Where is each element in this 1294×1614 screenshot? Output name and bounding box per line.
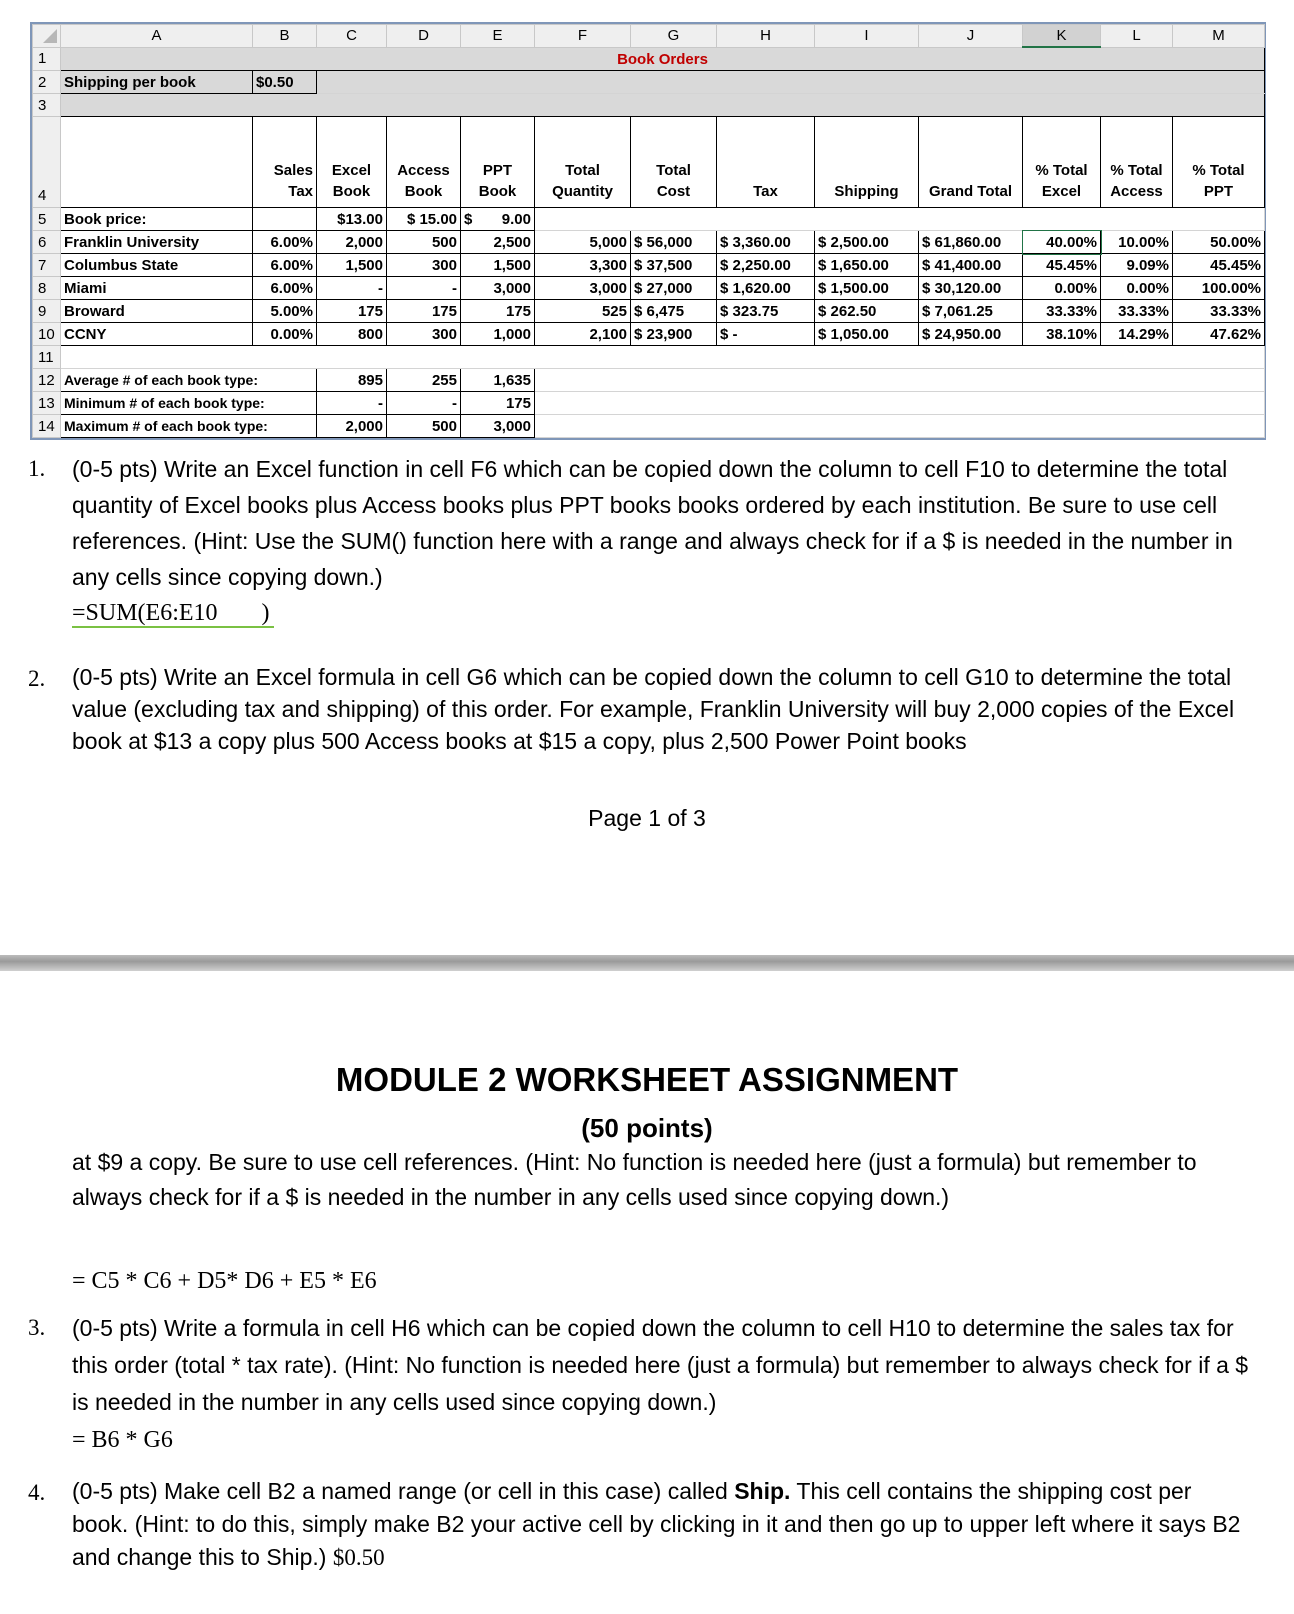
pct-excel[interactable]: 40.00%: [1023, 231, 1101, 254]
row-5-book-price: [33, 208, 1265, 231]
header-total-quantity[interactable]: Total Quantity: [535, 117, 631, 208]
shipping-label-cell[interactable]: Shipping per book: [61, 71, 253, 94]
col-header-k[interactable]: K: [1023, 25, 1101, 48]
row-header[interactable]: 4: [33, 117, 61, 208]
row-header[interactable]: 1: [33, 47, 61, 71]
stat-excel[interactable]: -: [317, 392, 387, 415]
access-count[interactable]: 300: [387, 323, 461, 346]
question-number: 2.: [28, 666, 46, 691]
col-header-c[interactable]: C: [317, 25, 387, 48]
total-quantity[interactable]: 525: [535, 300, 631, 323]
tax-amount[interactable]: $ 1,620.00: [717, 277, 815, 300]
question-text: (0-5 pts) Write an Excel formula in cell G6 which can be copied down the column to cell G10 to determine the total value (excluding tax and shipping) of this order. For example, Franklin University will buy 2,000 copies of the Excel book at $13 a copy plus 500 Access books at $15 a copy, plus 2,500 Power Point books: [72, 664, 1235, 754]
header-ppt-book[interactable]: PPT Book: [461, 117, 535, 208]
pct-ppt[interactable]: 47.62%: [1173, 323, 1265, 346]
question-text: (0-5 pts) Write a formula in cell H6 which can be copied down the column to cell H10 to determine the sales tax for this order (total * tax rate). (Hint: No function is needed here (just a formula) but remember to always check for if a $ is needed in the number in any cells used since copying down.): [72, 1315, 1249, 1415]
header-excel-book[interactable]: Excel Book: [317, 117, 387, 208]
total-cost[interactable]: $ 23,900: [631, 323, 717, 346]
cell-a4[interactable]: [61, 117, 253, 208]
header-pct-ppt[interactable]: % Total PPT: [1173, 117, 1265, 208]
price-access[interactable]: $ 15.00: [387, 208, 461, 231]
header-shipping[interactable]: Shipping: [815, 117, 919, 208]
data-row: [33, 323, 1265, 346]
question-text: (0-5 pts) Make cell B2 a named range (or cell in this case) called Ship. This cell contains the shipping cost per book. (Hint: to do this, simply make B2 your active cell by clicking in it and then go up to upper left where it says B2 and change this to Ship.) $0.50: [72, 1478, 1241, 1570]
shipping-amount[interactable]: $ 1,650.00: [815, 254, 919, 277]
col-header-j[interactable]: J: [919, 25, 1023, 48]
data-row: [33, 254, 1265, 277]
column-header-row: [33, 25, 1265, 48]
row-3: [33, 94, 1265, 117]
pct-excel[interactable]: 45.45%: [1023, 254, 1101, 277]
book-price-label[interactable]: Book price:: [61, 208, 253, 231]
row-header[interactable]: 2: [33, 71, 61, 94]
grand-total[interactable]: $ 7,061.25: [919, 300, 1023, 323]
row-header[interactable]: 6: [33, 231, 61, 254]
header-grand-total[interactable]: Grand Total: [919, 117, 1023, 208]
pct-access[interactable]: 33.33%: [1101, 300, 1173, 323]
answer-close-paren: ): [222, 600, 274, 628]
data-row: [33, 277, 1265, 300]
question-2-answer: = C5 * C6 + D5* D6 + E5 * E6: [72, 1268, 377, 1294]
module-points: (50 points): [581, 1113, 713, 1143]
grand-total[interactable]: $ 24,950.00: [919, 323, 1023, 346]
stat-access[interactable]: 255: [387, 369, 461, 392]
price-excel[interactable]: $13.00: [317, 208, 387, 231]
total-quantity[interactable]: 2,100: [535, 323, 631, 346]
tax-amount[interactable]: $ 323.75: [717, 300, 815, 323]
row-header[interactable]: 10: [33, 323, 61, 346]
tax-amount[interactable]: $ 2,250.00: [717, 254, 815, 277]
sales-tax[interactable]: 6.00%: [253, 254, 317, 277]
total-quantity[interactable]: 3,300: [535, 254, 631, 277]
question-3-answer: = B6 * G6: [72, 1427, 173, 1453]
total-quantity[interactable]: 5,000: [535, 231, 631, 254]
institution-name[interactable]: CCNY: [61, 323, 253, 346]
empty-cells[interactable]: [535, 208, 1265, 231]
select-all-corner[interactable]: [33, 25, 61, 48]
total-cost[interactable]: $ 6,475: [631, 300, 717, 323]
pct-ppt[interactable]: 45.45%: [1173, 254, 1265, 277]
question-number: 3.: [28, 1315, 46, 1340]
stat-excel[interactable]: 2,000: [317, 415, 387, 438]
excel-count[interactable]: -: [317, 277, 387, 300]
tax-amount[interactable]: $ -: [717, 323, 815, 346]
question-4-answer: $0.50: [332, 1545, 385, 1570]
col-header-g[interactable]: G: [631, 25, 717, 48]
access-count[interactable]: 500: [387, 231, 461, 254]
col-header-l[interactable]: L: [1101, 25, 1173, 48]
total-cost[interactable]: $ 27,000: [631, 277, 717, 300]
col-header-i[interactable]: I: [815, 25, 919, 48]
row-header[interactable]: 11: [33, 346, 61, 369]
header-pct-excel[interactable]: % Total Excel: [1023, 117, 1101, 208]
sales-tax[interactable]: 5.00%: [253, 300, 317, 323]
pct-access[interactable]: 10.00%: [1101, 231, 1173, 254]
col-header-h[interactable]: H: [717, 25, 815, 48]
row-header[interactable]: 3: [33, 94, 61, 117]
total-quantity[interactable]: 3,000: [535, 277, 631, 300]
row-4-headers: [33, 117, 1265, 208]
shipping-amount[interactable]: $ 2,500.00: [815, 231, 919, 254]
stat-access[interactable]: -: [387, 392, 461, 415]
empty-row[interactable]: [61, 346, 1265, 369]
module-title: MODULE 2 WORKSHEET ASSIGNMENT: [335, 1061, 959, 1098]
question-text: (0-5 pts) Write an Excel function in cell F6 which can be copied down the column to cell F10 to determine the total quantity of Excel books plus Access books plus PPT books books ordered by each institution. Be sure to use cell references. (Hint: Use the SUM() function here with a range and always check for if a $ is needed in the number in any cells since copying down.): [72, 456, 1233, 590]
shipping-amount[interactable]: $ 1,050.00: [815, 323, 919, 346]
row-header[interactable]: 14: [33, 415, 61, 438]
grand-total[interactable]: $ 41,400.00: [919, 254, 1023, 277]
stat-ppt[interactable]: 175: [461, 392, 535, 415]
institution-name[interactable]: Broward: [61, 300, 253, 323]
stat-row: [33, 415, 1265, 438]
grand-total[interactable]: $ 61,860.00: [919, 231, 1023, 254]
access-count[interactable]: -: [387, 277, 461, 300]
excel-count[interactable]: 2,000: [317, 231, 387, 254]
data-row: [33, 300, 1265, 323]
row-header[interactable]: 5: [33, 208, 61, 231]
access-count[interactable]: 175: [387, 300, 461, 323]
excel-count[interactable]: 1,500: [317, 254, 387, 277]
price-ppt[interactable]: $ 9.00: [461, 208, 535, 231]
ship-name: Ship.: [734, 1478, 791, 1504]
data-row: [33, 231, 1265, 254]
pct-ppt[interactable]: 100.00%: [1173, 277, 1265, 300]
col-header-b[interactable]: B: [253, 25, 317, 48]
total-cost[interactable]: $ 56,000: [631, 231, 717, 254]
stat-ppt[interactable]: 3,000: [461, 415, 535, 438]
sheet-title[interactable]: Book Orders: [617, 50, 708, 68]
question-text: at $9 a copy. Be sure to use cell references. (Hint: No function is needed here (just a formula) but remember to always check for if a $ is needed in the number in any cells used since copying down.): [72, 1149, 1197, 1210]
stat-access[interactable]: 500: [387, 415, 461, 438]
row-header[interactable]: 9: [33, 300, 61, 323]
sales-tax[interactable]: 0.00%: [253, 323, 317, 346]
ppt-count[interactable]: 1,500: [461, 254, 535, 277]
empty-cells[interactable]: [535, 415, 1265, 438]
col-header-d[interactable]: D: [387, 25, 461, 48]
institution-name[interactable]: Columbus State: [61, 254, 253, 277]
empty-cells[interactable]: [535, 369, 1265, 392]
excel-count[interactable]: 175: [317, 300, 387, 323]
row-2: [33, 71, 1265, 94]
pct-access[interactable]: 14.29%: [1101, 323, 1173, 346]
stat-label[interactable]: Average # of each book type:: [61, 369, 317, 392]
shipping-amount[interactable]: $ 1,500.00: [815, 277, 919, 300]
stat-row: [33, 369, 1265, 392]
stat-excel[interactable]: 895: [317, 369, 387, 392]
pct-excel[interactable]: 0.00%: [1023, 277, 1101, 300]
pct-access[interactable]: 0.00%: [1101, 277, 1173, 300]
grand-total[interactable]: $ 30,120.00: [919, 277, 1023, 300]
question-number: 1.: [28, 456, 46, 481]
institution-name[interactable]: Miami: [61, 277, 253, 300]
stat-label[interactable]: Minimum # of each book type:: [61, 392, 317, 415]
institution-name[interactable]: Franklin University: [61, 231, 253, 254]
row-header[interactable]: 7: [33, 254, 61, 277]
col-header-f[interactable]: F: [535, 25, 631, 48]
answer-formula: =SUM(E6:E10: [72, 600, 222, 628]
ppt-count[interactable]: 1,000: [461, 323, 535, 346]
tax-amount[interactable]: $ 3,360.00: [717, 231, 815, 254]
ppt-count[interactable]: 175: [461, 300, 535, 323]
row-header[interactable]: 12: [33, 369, 61, 392]
pct-ppt[interactable]: 50.00%: [1173, 231, 1265, 254]
pct-excel[interactable]: 38.10%: [1023, 323, 1101, 346]
row-1: [33, 47, 1265, 71]
stat-ppt[interactable]: 1,635: [461, 369, 535, 392]
spreadsheet-grid: [32, 24, 1265, 438]
ppt-count[interactable]: 3,000: [461, 277, 535, 300]
sales-tax[interactable]: 6.00%: [253, 231, 317, 254]
access-count[interactable]: 300: [387, 254, 461, 277]
spreadsheet-image: [30, 22, 1266, 440]
row-header[interactable]: 8: [33, 277, 61, 300]
stat-label[interactable]: Maximum # of each book type:: [61, 415, 317, 438]
col-header-e[interactable]: E: [461, 25, 535, 48]
ppt-count[interactable]: 2,500: [461, 231, 535, 254]
stat-row: [33, 392, 1265, 415]
shipping-value-cell[interactable]: $0.50: [253, 71, 317, 94]
page-footer: Page 1 of 3: [588, 805, 706, 831]
sales-tax[interactable]: 6.00%: [253, 277, 317, 300]
pct-excel[interactable]: 33.33%: [1023, 300, 1101, 323]
total-cost[interactable]: $ 37,500: [631, 254, 717, 277]
header-access-book[interactable]: Access Book: [387, 117, 461, 208]
header-tax[interactable]: Tax: [717, 117, 815, 208]
excel-count[interactable]: 800: [317, 323, 387, 346]
shipping-amount[interactable]: $ 262.50: [815, 300, 919, 323]
question-1-answer: [72, 595, 274, 631]
col-header-a[interactable]: A: [61, 25, 253, 48]
row-header[interactable]: 13: [33, 392, 61, 415]
question-number: 4.: [28, 1480, 46, 1505]
header-sales-tax[interactable]: Sales Tax: [253, 117, 317, 208]
col-header-m[interactable]: M: [1173, 25, 1265, 48]
header-pct-access[interactable]: % Total Access: [1101, 117, 1173, 208]
pct-ppt[interactable]: 33.33%: [1173, 300, 1265, 323]
row-11: [33, 346, 1265, 369]
cell-b5[interactable]: [253, 208, 317, 231]
pct-access[interactable]: 9.09%: [1101, 254, 1173, 277]
header-total-cost[interactable]: Total Cost: [631, 117, 717, 208]
page-separator: [0, 955, 1294, 971]
empty-cells[interactable]: [535, 392, 1265, 415]
